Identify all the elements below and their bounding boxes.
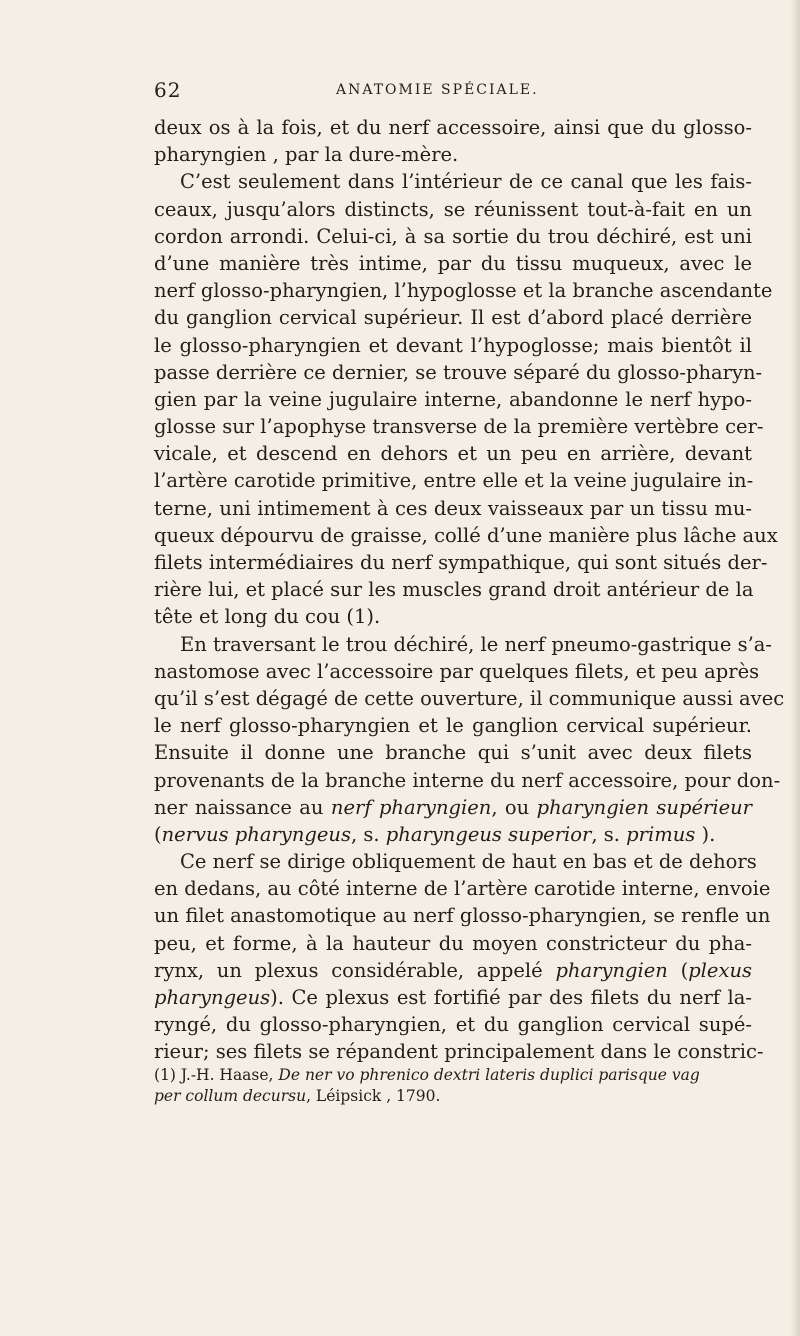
text-line: ceaux, jusqu’alors distincts, se réunissent tout-à-fait en un bbox=[154, 197, 752, 221]
text-run: rynx, un plexus considérable, appelé bbox=[154, 958, 543, 982]
text-line: provenants de la branche interne du nerf accessoire, pour don- bbox=[154, 768, 781, 792]
italic-term: pharyngien bbox=[555, 958, 668, 982]
running-title: ANATOMIE SPÉCIALE. bbox=[336, 82, 539, 98]
italic-term: pharyngien supérieur bbox=[536, 795, 752, 819]
text-line: peu, et forme, à la hauteur du moyen constricteur du pha- bbox=[154, 931, 752, 955]
text-line bbox=[154, 794, 752, 821]
footnote-line bbox=[154, 1065, 752, 1086]
page-edge-shadow bbox=[790, 0, 800, 1336]
text-line: le glosso-pharyngien et devant l’hypoglosse; mais bientôt il bbox=[154, 333, 752, 357]
text-line: passe derrière ce dernier, se trouve séparé du glosso-pharyn- bbox=[154, 360, 763, 384]
text-run: ( bbox=[154, 822, 162, 846]
text-line: vicale, et descend en dehors et un peu en arrière, devant bbox=[154, 442, 752, 466]
footnote-title: De ner vo phrenico dextri lateris duplici parisque vag bbox=[278, 1066, 700, 1084]
text-line: d’une manière très intime, par du tissu muqueux, avec le bbox=[154, 251, 752, 275]
italic-term: primus bbox=[626, 822, 696, 846]
italic-term: pharyngeus superior bbox=[385, 822, 592, 846]
text-line: nastomose avec l’accessoire par quelques filets, et peu après bbox=[154, 659, 760, 683]
text-line: Ensuite il donne une branche qui s’unit avec deux filets bbox=[154, 741, 752, 765]
italic-term: pharyngeus bbox=[154, 986, 271, 1009]
text-run: ). Ce plexus est fortifié par des filets du nerf la- bbox=[270, 986, 752, 1009]
text-run: , ou bbox=[491, 795, 530, 819]
text-run: ner naissance au bbox=[154, 795, 324, 819]
text-line: filets intermédiaires du nerf sympathique, qui sont situés der- bbox=[154, 551, 768, 574]
text-line: terne, uni intimement à ces deux vaisseaux par un tissu mu- bbox=[154, 496, 752, 520]
text-line: C’est seulement dans l’intérieur de ce canal que les fais- bbox=[180, 170, 752, 194]
footnote bbox=[154, 1065, 752, 1107]
footnote-title: per collum decursu bbox=[154, 1087, 307, 1105]
text-run: ). bbox=[701, 822, 716, 846]
text-line bbox=[154, 957, 752, 984]
text-line: en dedans, au côté interne de l’artère carotide interne, envoie bbox=[154, 877, 771, 901]
text-run: ( bbox=[680, 958, 689, 982]
text-line: Ce nerf se dirige obliquement de haut en bas et de dehors bbox=[180, 850, 757, 874]
italic-term: nervus pharyngeus bbox=[161, 822, 351, 846]
text-line: cordon arrondi. Celui-ci, à sa sortie du trou déchiré, est uni bbox=[154, 224, 752, 248]
text-line: un filet anastomotique au nerf glosso-pharyngien, se renfle un bbox=[154, 904, 771, 928]
text-line: queux dépourvu de graisse, collé d’une manière plus lâche aux bbox=[154, 523, 778, 547]
text-line: ryngé, du glosso-pharyngien, et du ganglion cervical supé- bbox=[154, 1013, 752, 1037]
text-line: tête et long du cou (1). bbox=[154, 605, 381, 629]
page-header bbox=[0, 78, 800, 108]
footnote-author: (1) J.-H. Haase, bbox=[154, 1066, 274, 1084]
text-line: qu’il s’est dégagé de cette ouverture, il communique aussi avec bbox=[154, 686, 785, 710]
text-line bbox=[154, 984, 752, 1011]
text-line: rieur; ses filets se répandent principalement dans le constric- bbox=[154, 1040, 764, 1064]
text-run: , s. bbox=[591, 822, 620, 846]
italic-term: nerf pharyngien bbox=[330, 795, 492, 819]
text-run: , s. bbox=[350, 822, 380, 846]
text-line: En traversant le trou déchiré, le nerf pneumo-gastrique s’a- bbox=[180, 632, 772, 656]
footnote-imprint: , Léipsick , 1790. bbox=[306, 1087, 441, 1105]
text-line: nerf glosso-pharyngien, l’hypoglosse et la branche ascendante bbox=[154, 279, 773, 303]
italic-term: plexus bbox=[688, 958, 753, 982]
body-text bbox=[154, 114, 785, 1066]
text-line: pharyngien , par la dure-mère. bbox=[154, 143, 459, 167]
text-line: gien par la veine jugulaire interne, abandonne le nerf hypo- bbox=[154, 387, 752, 411]
text-line: l’artère carotide primitive, entre elle et la veine jugulaire in- bbox=[154, 469, 754, 493]
text-line: le nerf glosso-pharyngien et le ganglion cervical supérieur. bbox=[154, 714, 752, 738]
text-line: du ganglion cervical supérieur. Il est d’abord placé derrière bbox=[154, 306, 752, 330]
text-line: glosse sur l’apophyse transverse de la première vertèbre cer- bbox=[154, 415, 764, 439]
text-line: rière lui, et placé sur les muscles grand droit antérieur de la bbox=[154, 578, 754, 602]
footnote-line bbox=[154, 1086, 752, 1107]
text-line bbox=[154, 821, 752, 848]
page-number: 62 bbox=[154, 78, 182, 102]
text-line: deux os à la fois, et du nerf accessoire, ainsi que du glosso- bbox=[154, 116, 752, 139]
